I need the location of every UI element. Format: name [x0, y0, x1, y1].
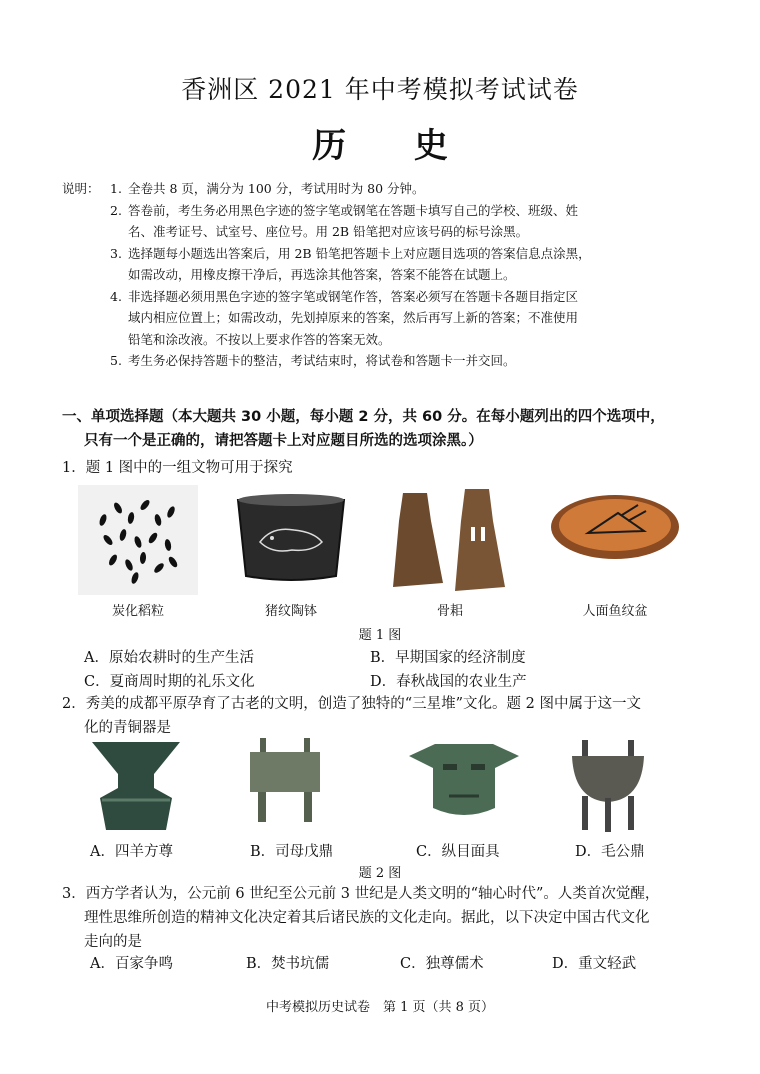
q1-option-b: B．早期国家的经济制度: [370, 650, 526, 666]
pig-pattern-bowl-icon: [232, 490, 350, 586]
q1-caption-1: 炭化稻粒: [111, 604, 164, 619]
q1-option-d: D．春秋战国的农业生产: [370, 674, 527, 690]
q3-option-b: B．焚书坑儒: [246, 956, 330, 972]
subject-title: 历 史: [312, 126, 476, 166]
human-face-fish-basin-icon: [548, 491, 682, 569]
note-item-1: 说明： 1. 全卷共 8 页，满分为 100 分，考试用时为 80 分钟。: [62, 178, 702, 200]
q1-image-fish-basin: [548, 490, 682, 570]
section-heading: 一、单项选择题（本大题共 30 小题，每小题 2 分，共 60 分。在每小题列出的四个选项中， 只有一个是正确的，请把答题卡上对应题目所选的选项涂黑。）: [62, 409, 665, 449]
q1-caption-4: 人面鱼纹盆: [582, 604, 648, 619]
q3-option-d: D．重文轻武: [552, 956, 637, 972]
q1-image-bone-spade: [385, 486, 515, 596]
notes-lead: 说明：: [62, 181, 100, 196]
four-ram-zun-icon: [88, 738, 184, 834]
exam-title: 香洲区 2021 年中考模拟考试试卷: [181, 75, 579, 104]
carbonized-rice-icon: [83, 490, 193, 590]
note-item-5: 5. 考生务必保持答题卡的整洁，考试结束时，将试卷和答题卡一并交回。: [110, 353, 516, 368]
q1-stem: 1．题 1 图中的一组文物可用于探究: [62, 460, 293, 476]
simuwu-ding-icon: [246, 736, 324, 826]
q2-option-c: C．纵目面具: [416, 844, 500, 860]
q1-figure-label: 题 1 图: [358, 628, 402, 643]
bronze-mask-icon: [405, 736, 523, 822]
q2-stem: 2．秀美的成都平原孕育了古老的文明，创造了独特的“三星堆”文化。题 2 图中属于这一文 化的青铜器是: [62, 696, 641, 736]
note-item-4: 4. 非选择题必须用黑色字迹的签字笔或钢笔作答，答案必须写在答题卡各题目指定区: [110, 288, 579, 304]
q1-option-c: C．夏商周时期的礼乐文化: [84, 674, 255, 690]
instructions: 说明： 1. 全卷共 8 页，满分为 100 分，考试用时为 80 分钟。 2. 答卷前，考生务必用黑色字迹的签字笔或钢笔在答题卡填写自己的学校、班级、姓 名、准考证号、试室号、座位号。用 2B 铅笔把对应该号码的标号涂黑。 3. 选择题每小题选出答案后，用 2B 铅笔把答题卡上对应题目选项的答案信息点涂黑， 如需改动，用橡皮擦干净后，再选涂其他答案，答案不能答在试题上。 4. 非选择题必须用黑色字迹的签字笔或钢笔作答，答案必须写在答题卡各题目指定区 域内相应位置上；如需改动，先划掉原来的答案，然后再写上新的答案；不准使用 铅笔和涂改液。不按以上要求作答的答案无效。 5. 考生务必保持答题卡的整洁，考试结束时，将试卷和答题卡一并交回。: [62, 178, 702, 372]
q3-option-c: C．独尊儒术: [400, 956, 484, 972]
bone-spade-icon: [385, 487, 515, 595]
q2-image-mask: [405, 736, 523, 822]
q3-option-a: A．百家争鸣: [90, 956, 173, 972]
q1-image-pottery-bowl: [232, 488, 350, 588]
q2-image-maogong-ding: [568, 738, 648, 834]
q2-option-d: D．毛公鼎: [575, 844, 645, 860]
note-item-2: 2. 答卷前，考生务必用黑色字迹的签字笔或钢笔在答题卡填写自己的学校、班级、姓: [110, 202, 579, 218]
q2-figure-label: 题 2 图: [358, 866, 402, 881]
q1-caption-2: 猪纹陶钵: [264, 604, 317, 619]
q1-option-a: A．原始农耕时的生产生活: [84, 650, 254, 666]
q2-image-zun: [88, 738, 184, 834]
q1-image-rice: [78, 485, 198, 595]
q1-caption-3: 骨耜: [436, 604, 463, 619]
q2-option-b: B．司母戊鼎: [250, 844, 334, 860]
maogong-ding-icon: [568, 738, 648, 834]
q2-image-ding: [246, 736, 324, 826]
note-item-3: 3. 选择题每小题选出答案后，用 2B 铅笔把答题卡上对应题目选项的答案信息点涂黑，: [110, 245, 591, 261]
page-footer: 中考模拟历史试卷 第 1 页（共 8 页）: [265, 1000, 495, 1015]
q2-option-a: A．四羊方尊: [90, 844, 173, 860]
q3-stem: 3．西方学者认为，公元前 6 世纪至公元前 3 世纪是人类文明的“轴心时代”。人类首次觉醒， 理性思维所创造的精神文化决定着其后诸民族的文化走向。据此，以下决定中国古代文化 走向的是: [62, 886, 660, 950]
